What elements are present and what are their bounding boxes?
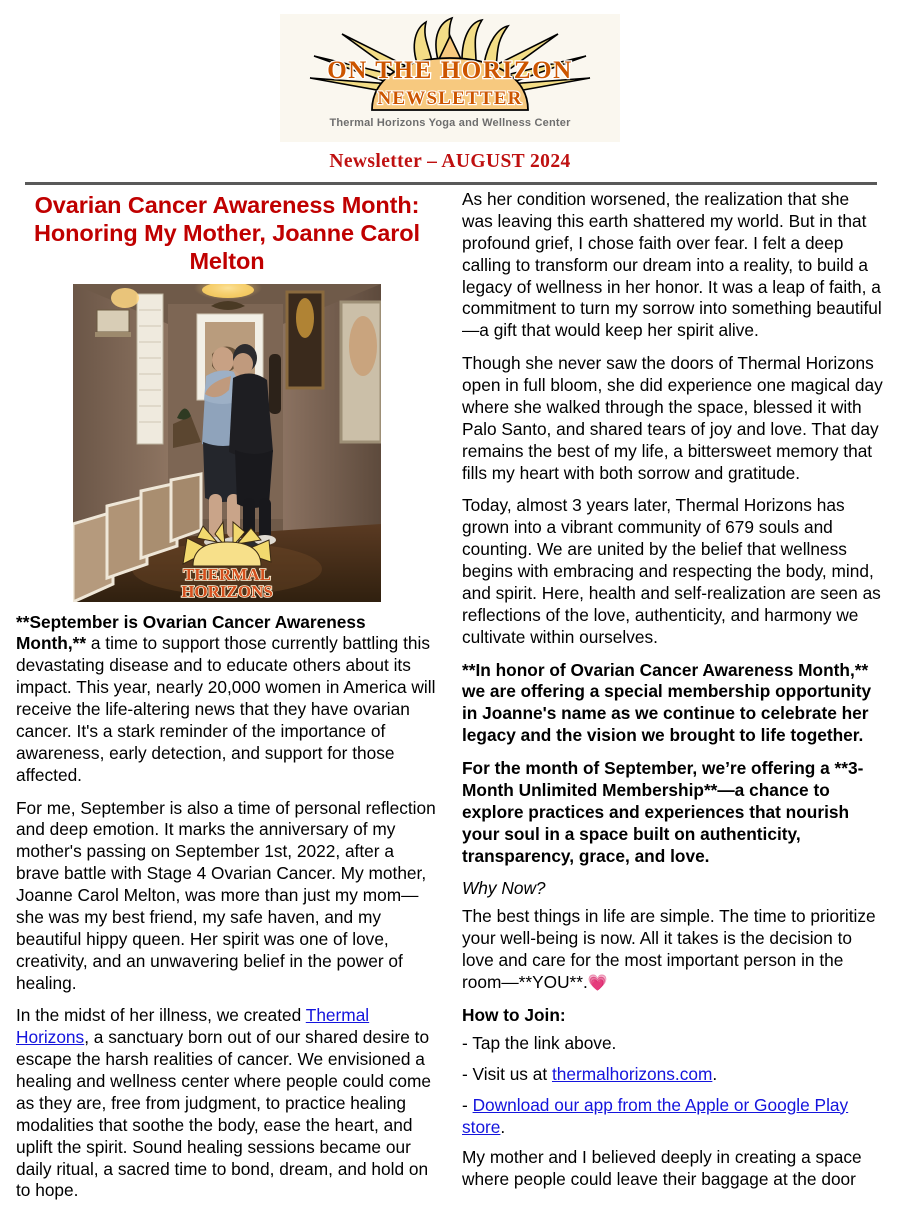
left-column: [16, 189, 438, 1213]
right-paragraph-3: Today, almost 3 years later, Thermal Horizons has grown into a vibrant community of 679 souls and counting. We are united by the belief that wellness begins with embracing and respecting the body, mind, and spirit. Here, health and self-realization are seen as reflections of the love, authenticity, and harmony we cultivate within ourselves.: [462, 495, 881, 647]
sparkling-heart-icon: 💗: [587, 974, 608, 992]
left-paragraph-3: [16, 1005, 438, 1202]
join-item-3-suffix: .: [500, 1116, 506, 1137]
join-item-2-suffix: .: [712, 1063, 718, 1084]
right-paragraph-1: As her condition worsened, the realization that she was leaving this earth shattered my world. But in that profound grief, I chose faith over fear. I felt a deep calling to transform our dream into a reality, to build a legacy of wellness in her honor. It was a leap of faith, a commitment to turn my sorrow into something beautiful—a gift that would keep her spirit alive.: [462, 189, 882, 341]
article-columns: [0, 189, 900, 1213]
why-now-body: [462, 906, 884, 994]
september-offer-paragraph: For the month of September, we’re offering a **3-Month Unlimited Membership**—a chance to explore practices and experiences that nourish your soul in a space built on authenticity, transparency, grace, and love.: [462, 758, 864, 866]
header-divider-rule: [25, 182, 877, 185]
hallway-embrace-photo: [73, 284, 381, 602]
join-item-3-prefix: -: [462, 1094, 473, 1115]
logo-title-line2: NEWSLETTER: [377, 88, 523, 109]
photo-watermark-line2: HORIZONS: [181, 581, 273, 601]
join-item-app-download: [462, 1095, 884, 1139]
membership-offer-paragraph: **In honor of Ovarian Cancer Awareness Month,** we are offering a special membership opportunity in Joanne's name as we continue to celebrate her legacy and the vision we brought to life together.: [462, 659, 872, 746]
right-column: [462, 189, 884, 1213]
left-para3-after-link: , a sanctuary born out of our shared desire to escape the harsh realities of cancer. We envisioned a healing and wellness center where people could come as they are, free from judgment, to practice healing modalities that soothe the body, ease the heart, and uplift the spirit. Sound healing sessions became our daily ritual, a sacred time to bond, dream, and hold on to hope.: [16, 1027, 432, 1201]
join-item-tap-link: [462, 1033, 884, 1055]
why-now-text: The best things in life are simple. The time to prioritize your well-being is now. All it takes is the decision to love and care for the most important person in the room—**YOU**.: [462, 906, 876, 992]
thermal-horizons-link[interactable]: Thermal Horizons: [16, 1005, 370, 1048]
sunburst-logo-icon: [280, 14, 620, 142]
left-paragraph-1: [16, 612, 438, 787]
join-item-1-prefix: -: [462, 1032, 473, 1053]
photo-watermark-line1: THERMAL: [183, 564, 271, 584]
left-para1-rest: a time to support those currently battling this devastating disease and to educate others about its impact. This year, nearly 20,000 women in America will receive the life-altering news that they have ovarian cancer. It's a stark reminder of the importance of awareness, early detection, and support for those affected.: [16, 633, 436, 785]
issue-title: Newsletter – AUGUST 2024: [329, 151, 571, 172]
how-to-join-heading: How to Join:: [462, 1005, 566, 1026]
article-photo: [73, 284, 381, 602]
thermalhorizons-website-link[interactable]: thermalhorizons.com: [551, 1063, 713, 1084]
logo-title-line1: ON THE HORIZON: [327, 57, 573, 84]
newsletter-logo: [280, 14, 620, 142]
left-para1-bold-lead: **September is Ovarian Cancer Awareness Month,**: [16, 611, 366, 654]
right-final-paragraph: My mother and I believed deeply in creating a space where people could leave their baggage at the door: [462, 1147, 862, 1190]
right-paragraph-2: Though she never saw the doors of Thermal Horizons open in full bloom, she did experience one magical day where she walked through the space, blessed it with Palo Santo, and shared tears of joy and love. That day remains the best of my life, a bittersweet memory that fills my heart with both sorrow and gratitude.: [462, 353, 883, 483]
app-download-link[interactable]: Download our app from the Apple or Google Play store: [462, 1094, 849, 1137]
left-para3-before-link: In the midst of her illness, we created: [16, 1005, 306, 1026]
why-now-heading: Why Now?: [462, 878, 546, 899]
join-item-website: [462, 1064, 884, 1086]
join-item-2-prefix: - Visit us at: [462, 1063, 552, 1084]
left-paragraph-2: For me, September is also a time of personal reflection and deep emotion. It marks the anniversary of my mother's passing on September 1st, 2022, after a brave battle with Stage 4 Ovarian Cancer. My mother, Joanne Carol Melton, was more than just my mom—she was my best friend, my safe haven, and my beautiful hippy queen. Her spirit was one of love, creativity, and an unwavering belief in the power of healing.: [16, 797, 436, 993]
join-item-1-text: Tap the link above.: [472, 1032, 617, 1053]
masthead: [0, 0, 900, 178]
article-headline: Ovarian Cancer Awareness Month: Honoring My Mother, Joanne Carol Melton: [34, 192, 420, 275]
logo-tagline: Thermal Horizons Yoga and Wellness Center: [329, 117, 571, 129]
